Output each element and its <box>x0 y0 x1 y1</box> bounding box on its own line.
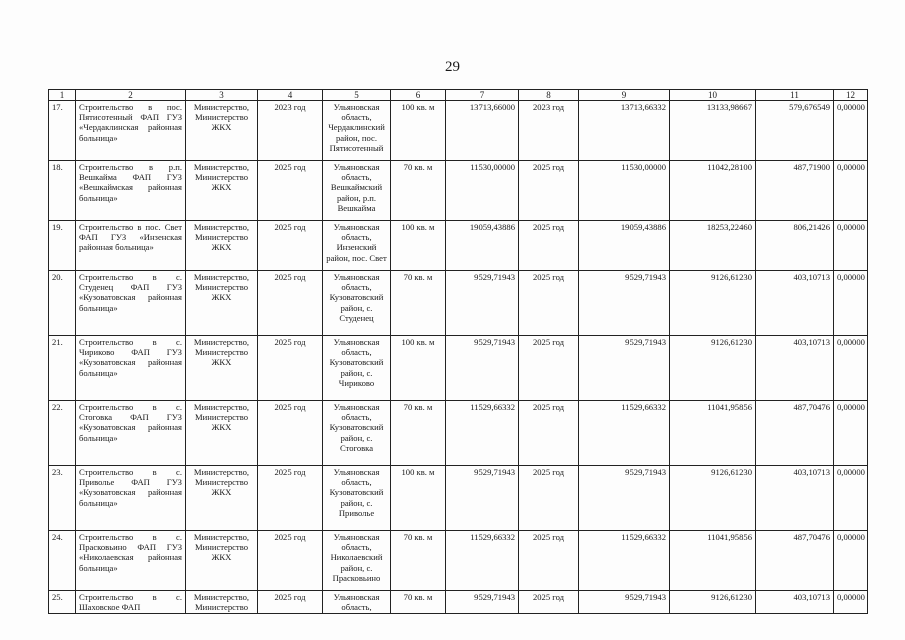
row-number: 20. <box>49 271 76 336</box>
completion-year: 2025 год <box>519 531 579 591</box>
column-number: 3 <box>186 90 258 101</box>
other-funding: 0,00000 <box>834 591 868 614</box>
table-row <box>49 161 868 221</box>
responsible-body: Министерство, Министерство ЖКХ <box>186 466 258 531</box>
estimated-cost: 19059,43886 <box>446 221 519 271</box>
table-row <box>49 466 868 531</box>
object-capacity: 100 кв. м <box>391 336 446 401</box>
federal-funding: 9126,61230 <box>670 271 756 336</box>
row-number: 24. <box>49 531 76 591</box>
object-capacity: 100 кв. м <box>391 221 446 271</box>
table-row <box>49 591 868 614</box>
column-number: 7 <box>446 90 519 101</box>
construction-year: 2025 год <box>258 531 323 591</box>
estimated-cost: 11530,00000 <box>446 161 519 221</box>
object-name: Строительство в пос. Свет ФАП ГУЗ «Инзенская районная больница» <box>76 221 186 271</box>
construction-year: 2025 год <box>258 591 323 614</box>
total-funding: 11529,66332 <box>579 401 670 466</box>
responsible-body: Министерство, Министерство ЖКХ <box>186 221 258 271</box>
federal-funding: 11041,95856 <box>670 531 756 591</box>
federal-funding: 18253,22460 <box>670 221 756 271</box>
other-funding: 0,00000 <box>834 466 868 531</box>
object-location: Ульяновская область, Кузоватовский район, с. Студенец <box>323 271 391 336</box>
estimated-cost: 11529,66332 <box>446 531 519 591</box>
table-row <box>49 221 868 271</box>
column-number: 4 <box>258 90 323 101</box>
federal-funding: 11041,95856 <box>670 401 756 466</box>
column-number-row <box>49 90 868 101</box>
object-capacity: 70 кв. м <box>391 401 446 466</box>
total-funding: 9529,71943 <box>579 591 670 614</box>
column-number: 5 <box>323 90 391 101</box>
responsible-body: Министерство, Министерство ЖКХ <box>186 101 258 161</box>
regional-funding: 487,70476 <box>756 401 834 466</box>
completion-year: 2025 год <box>519 591 579 614</box>
estimated-cost: 9529,71943 <box>446 336 519 401</box>
federal-funding: 13133,98667 <box>670 101 756 161</box>
object-name: Строительство в р.п. Вешкайма ФАП ГУЗ «Вешкаймская районная больница» <box>76 161 186 221</box>
regional-funding: 487,70476 <box>756 531 834 591</box>
object-location: Ульяновская область, Кузоватовский район, с. Приволье <box>323 466 391 531</box>
other-funding: 0,00000 <box>834 101 868 161</box>
column-number: 8 <box>519 90 579 101</box>
object-location: Ульяновская область, Вешкаймский район, р.п. Вешкайма <box>323 161 391 221</box>
responsible-body: Министерство, Министерство ЖКХ <box>186 271 258 336</box>
object-capacity: 70 кв. м <box>391 161 446 221</box>
federal-funding: 9126,61230 <box>670 466 756 531</box>
construction-year: 2025 год <box>258 161 323 221</box>
federal-funding: 9126,61230 <box>670 591 756 614</box>
regional-funding: 403,10713 <box>756 466 834 531</box>
object-name: Строительство в пос. Пятисотенный ФАП ГУЗ «Чердаклинская районная больница» <box>76 101 186 161</box>
object-location: Ульяновская область, Николаевский район, с. Прасковьино <box>323 531 391 591</box>
object-name: Строительство в с. Чириково ФАП ГУЗ «Кузоватовская районная больница» <box>76 336 186 401</box>
estimated-cost: 9529,71943 <box>446 466 519 531</box>
column-number: 1 <box>49 90 76 101</box>
regional-funding: 579,676549 <box>756 101 834 161</box>
federal-funding: 9126,61230 <box>670 336 756 401</box>
table-row <box>49 336 868 401</box>
column-number: 2 <box>76 90 186 101</box>
estimated-cost: 9529,71943 <box>446 271 519 336</box>
row-number: 25. <box>49 591 76 614</box>
total-funding: 11529,66332 <box>579 531 670 591</box>
responsible-body: Министерство, Министерство <box>186 591 258 614</box>
document-table <box>48 89 868 614</box>
completion-year: 2025 год <box>519 271 579 336</box>
total-funding: 9529,71943 <box>579 271 670 336</box>
completion-year: 2025 год <box>519 161 579 221</box>
responsible-body: Министерство, Министерство ЖКХ <box>186 531 258 591</box>
completion-year: 2025 год <box>519 401 579 466</box>
column-number: 11 <box>756 90 834 101</box>
total-funding: 9529,71943 <box>579 336 670 401</box>
row-number: 18. <box>49 161 76 221</box>
object-capacity: 70 кв. м <box>391 531 446 591</box>
other-funding: 0,00000 <box>834 401 868 466</box>
regional-funding: 403,10713 <box>756 336 834 401</box>
object-name: Строительство в с. Стоговка ФАП ГУЗ «Кузоватовская районная больница» <box>76 401 186 466</box>
column-number: 10 <box>670 90 756 101</box>
column-number: 6 <box>391 90 446 101</box>
row-number: 17. <box>49 101 76 161</box>
row-number: 23. <box>49 466 76 531</box>
object-capacity: 70 кв. м <box>391 271 446 336</box>
construction-year: 2025 год <box>258 221 323 271</box>
construction-year: 2025 год <box>258 466 323 531</box>
construction-year: 2023 год <box>258 101 323 161</box>
estimated-cost: 9529,71943 <box>446 591 519 614</box>
column-number: 12 <box>834 90 868 101</box>
table-row <box>49 271 868 336</box>
estimated-cost: 13713,66000 <box>446 101 519 161</box>
row-number: 21. <box>49 336 76 401</box>
total-funding: 13713,66332 <box>579 101 670 161</box>
object-name: Строительство в с. Прасковьино ФАП ГУЗ «Николаевская районная больница» <box>76 531 186 591</box>
object-location: Ульяновская область, Инзенский район, пос. Свет <box>323 221 391 271</box>
responsible-body: Министерство, Министерство ЖКХ <box>186 401 258 466</box>
column-number: 9 <box>579 90 670 101</box>
other-funding: 0,00000 <box>834 221 868 271</box>
responsible-body: Министерство, Министерство ЖКХ <box>186 161 258 221</box>
object-location: Ульяновская область, Кузоватовский район, с. Чириково <box>323 336 391 401</box>
table-row <box>49 401 868 466</box>
other-funding: 0,00000 <box>834 531 868 591</box>
total-funding: 19059,43886 <box>579 221 670 271</box>
regional-funding: 403,10713 <box>756 591 834 614</box>
object-capacity: 100 кв. м <box>391 101 446 161</box>
object-capacity: 100 кв. м <box>391 466 446 531</box>
row-number: 19. <box>49 221 76 271</box>
other-funding: 0,00000 <box>834 271 868 336</box>
total-funding: 11530,00000 <box>579 161 670 221</box>
completion-year: 2025 год <box>519 336 579 401</box>
completion-year: 2025 год <box>519 221 579 271</box>
table-row <box>49 531 868 591</box>
page-number: 29 <box>445 59 460 75</box>
regional-funding: 806,21426 <box>756 221 834 271</box>
regional-funding: 487,71900 <box>756 161 834 221</box>
completion-year: 2023 год <box>519 101 579 161</box>
object-name: Строительство в с. Шаховское ФАП <box>76 591 186 614</box>
construction-year: 2025 год <box>258 271 323 336</box>
total-funding: 9529,71943 <box>579 466 670 531</box>
responsible-body: Министерство, Министерство ЖКХ <box>186 336 258 401</box>
object-name: Строительство в с. Студенец ФАП ГУЗ «Кузоватовская районная больница» <box>76 271 186 336</box>
object-location: Ульяновская область, <box>323 591 391 614</box>
other-funding: 0,00000 <box>834 336 868 401</box>
object-capacity: 70 кв. м <box>391 591 446 614</box>
object-name: Строительство в с. Приволье ФАП ГУЗ «Кузоватовская районная больница» <box>76 466 186 531</box>
federal-funding: 11042,28100 <box>670 161 756 221</box>
regional-funding: 403,10713 <box>756 271 834 336</box>
completion-year: 2025 год <box>519 466 579 531</box>
other-funding: 0,00000 <box>834 161 868 221</box>
construction-year: 2025 год <box>258 401 323 466</box>
estimated-cost: 11529,66332 <box>446 401 519 466</box>
row-number: 22. <box>49 401 76 466</box>
table-row <box>49 101 868 161</box>
construction-year: 2025 год <box>258 336 323 401</box>
object-location: Ульяновская область, Чердаклинский район, пос. Пятисотенный <box>323 101 391 161</box>
object-location: Ульяновская область, Кузоватовский район, с. Стоговка <box>323 401 391 466</box>
